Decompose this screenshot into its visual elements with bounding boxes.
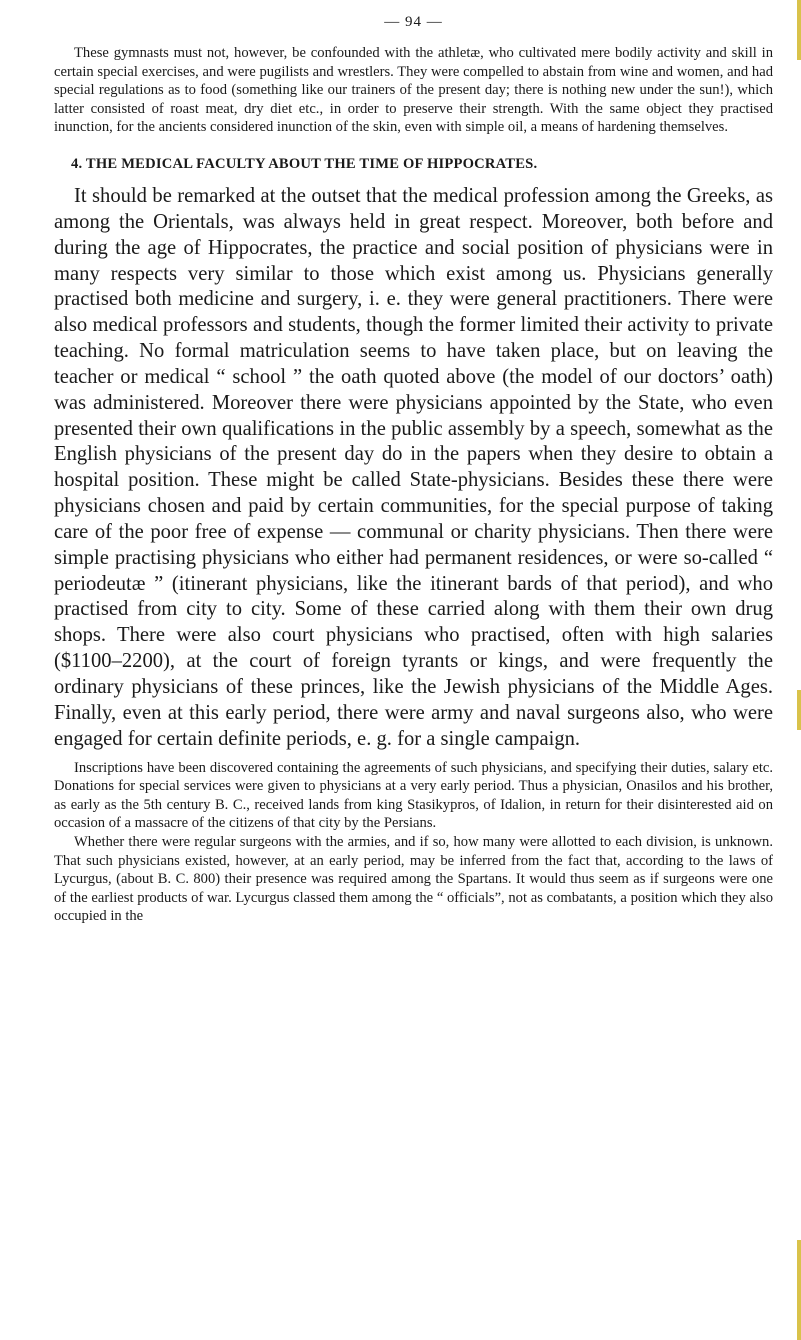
note-paragraph: Inscriptions have been discovered containing the agreements of such physicians, and specifying their duties, salary etc. Donations for special services were given to physicians at a very early period. Thus a physician, Onasilos and his brother, as early as the 5th century B. C., received lands from king Stasikypros, of Idalion, in return for their disinterested aid on occasion of a massacre of the citizens of that city by the Persians. [54, 759, 773, 832]
notes-block [54, 759, 773, 926]
note-paragraph: Whether there were regular surgeons with the armies, and if so, how many were allotted to each division, is unknown. That such physicians existed, however, at an early period, may be inferred from the fact that, according to the laws of Lycurgus, (about B. C. 800) their presence was required among the Spartans. It would thus seem as if surgeons were one of the earliest products of war. Lycurgus classed them among the “ officials”, not as combatants, a position which they also occupied in the [54, 833, 773, 925]
page-edge-mark [797, 1240, 801, 1340]
section-heading: 4. THE MEDICAL FACULTY ABOUT THE TIME OF HIPPOCRATES. [71, 155, 538, 172]
intro-paragraph: These gymnasts must not, however, be confounded with the athletæ, who cultivated mere bodily activity and skill in certain special exercises, and were pugilists and wrestlers. They were compelled to abstain from wine and women, and had special regulations as to food (something like our trainers of the present day; there is nothing new under the sun!), which latter consisted of roast meat, dry diet etc., in order to preserve their strength. With the same object they practised inunction, for the ancients considered inunction of the skin, even with simple oil, a means of hardening themselves. [54, 45, 773, 136]
section-body-paragraph: It should be remarked at the outset that the medical profession among the Greeks, as among the Orientals, was always held in great respect. Moreover, both before and during the age of Hippocrates, the practice and social position of physicians were in many respects very similar to those which exist among us. Physicians generally practised both medicine and surgery, i. e. they were general practitioners. There were also medical professors and students, though the former limited their activity to private teaching. No formal matriculation seems to have taken place, but on leaving the teacher or medical “ school ” the oath quoted above (the model of our doctors’ oath) was administered. Moreover there were physicians appointed by the State, who even presented their own qualifications in the public assembly by a speech, somewhat as the English physicians of the present day do in the papers when they desire to obtain a hospital position. These might be called State-physicians. Besides these there were physicians chosen and paid by certain communities, for the special purpose of taking care of the poor free of expense — communal or charity physicians. Then there were simple practising physicians who either had permanent residences, or were so-called “ periodeutæ ” (itinerant physicians, like the itinerant bards of that period), and who practised from city to city. Some of these carried along with them their own drug shops. There were also court physicians who practised, often with high salaries ($1100–2200), at the court of foreign tyrants or kings, and were frequently the ordinary physicians of these princes, like the Jewish physicians of the Middle Ages. Finally, even at this early period, there were army and naval surgeons also, who were engaged for certain definite periods, e. g. for a single campaign. [54, 184, 773, 750]
page-edge-mark [797, 0, 801, 60]
page-edge-mark [797, 690, 801, 730]
page-number: — 94 — [384, 14, 443, 30]
